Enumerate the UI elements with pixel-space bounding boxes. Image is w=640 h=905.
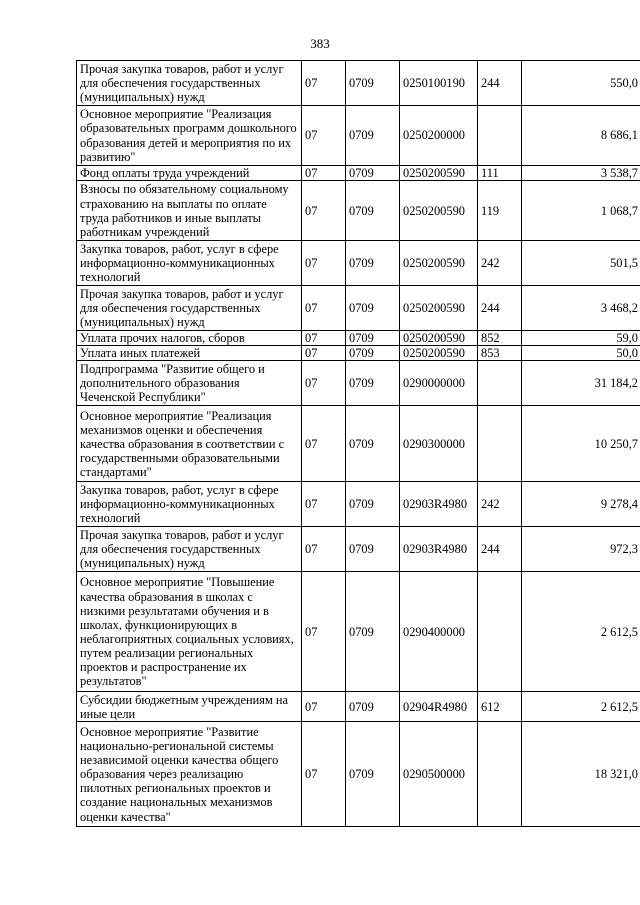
row-expense-type: 612 <box>478 692 522 722</box>
row-amount: 9 278,4 <box>522 482 640 527</box>
row-amount: 31 184,2 <box>522 361 640 406</box>
row-name: Субсидии бюджетным учреждениям на иные цели <box>77 692 302 722</box>
row-amount: 501,5 <box>522 241 640 286</box>
row-name: Закупка товаров, работ, услуг в сфере информационно-коммуникационных технологий <box>77 482 302 527</box>
row-subsection: 0709 <box>346 166 400 181</box>
row-name: Закупка товаров, работ, услуг в сфере информационно-коммуникационных технологий <box>77 241 302 286</box>
row-subsection: 0709 <box>346 241 400 286</box>
row-name: Прочая закупка товаров, работ и услуг для обеспечения государственных (муниципальных) нужд <box>77 527 302 572</box>
row-expense-type: 119 <box>478 181 522 241</box>
table-row <box>77 61 640 106</box>
row-subsection: 0709 <box>346 722 400 827</box>
row-section: 07 <box>302 286 346 331</box>
row-section: 07 <box>302 181 346 241</box>
row-section: 07 <box>302 482 346 527</box>
row-expense-type: 111 <box>478 166 522 181</box>
row-name: Взносы по обязательному социальному страхованию на выплаты по оплате труда работников и иные выплаты работникам учреждений <box>77 181 302 241</box>
row-amount: 10 250,7 <box>522 406 640 482</box>
row-name: Основное мероприятие "Развитие национально-региональной системы независимой оценки качества общего образования через реализацию пилотных региональных проектов и создание национальных механизмов оценки качества" <box>77 722 302 827</box>
row-expense-type: 853 <box>478 346 522 361</box>
row-amount: 59,0 <box>522 331 640 346</box>
row-expense-type <box>478 361 522 406</box>
table-row <box>77 406 640 482</box>
row-section: 07 <box>302 61 346 106</box>
row-section: 07 <box>302 722 346 827</box>
table-row <box>77 692 640 722</box>
row-expense-type: 242 <box>478 482 522 527</box>
table-row <box>77 331 640 346</box>
row-name: Основное мероприятие "Повышение качества образования в школах с низкими результатами обучения и в школах, функционирующих в неблагоприятных социальных условиях, путем реализации региональных проектов и распространение их результатов" <box>77 572 302 692</box>
row-name: Уплата иных платежей <box>77 346 302 361</box>
row-target-code: 0250200590 <box>400 286 478 331</box>
row-target-code: 0250200590 <box>400 166 478 181</box>
row-amount: 3 468,2 <box>522 286 640 331</box>
row-target-code: 0290400000 <box>400 572 478 692</box>
row-section: 07 <box>302 692 346 722</box>
row-target-code: 0250200590 <box>400 331 478 346</box>
row-expense-type <box>478 722 522 827</box>
row-amount: 2 612,5 <box>522 692 640 722</box>
row-subsection: 0709 <box>346 572 400 692</box>
row-subsection: 0709 <box>346 331 400 346</box>
row-section: 07 <box>302 166 346 181</box>
row-subsection: 0709 <box>346 181 400 241</box>
table-row <box>77 346 640 361</box>
table-row <box>77 722 640 827</box>
row-expense-type: 242 <box>478 241 522 286</box>
row-amount: 972,3 <box>522 527 640 572</box>
row-subsection: 0709 <box>346 692 400 722</box>
row-target-code: 02904R4980 <box>400 692 478 722</box>
row-subsection: 0709 <box>346 527 400 572</box>
row-name: Фонд оплаты труда учреждений <box>77 166 302 181</box>
row-amount: 8 686,1 <box>522 106 640 166</box>
row-section: 07 <box>302 241 346 286</box>
row-section: 07 <box>302 361 346 406</box>
table-row <box>77 527 640 572</box>
row-subsection: 0709 <box>346 482 400 527</box>
table-row <box>77 361 640 406</box>
row-expense-type <box>478 572 522 692</box>
row-target-code: 0250100190 <box>400 61 478 106</box>
row-target-code: 0250200590 <box>400 346 478 361</box>
table-row <box>77 106 640 166</box>
row-expense-type: 852 <box>478 331 522 346</box>
row-name: Уплата прочих налогов, сборов <box>77 331 302 346</box>
row-name: Прочая закупка товаров, работ и услуг для обеспечения государственных (муниципальных) нужд <box>77 286 302 331</box>
row-section: 07 <box>302 572 346 692</box>
row-subsection: 0709 <box>346 286 400 331</box>
row-target-code: 02903R4980 <box>400 527 478 572</box>
table-row <box>77 181 640 241</box>
row-expense-type: 244 <box>478 61 522 106</box>
table-row <box>77 241 640 286</box>
row-amount: 3 538,7 <box>522 166 640 181</box>
table-row <box>77 572 640 692</box>
row-expense-type <box>478 106 522 166</box>
row-name: Прочая закупка товаров, работ и услуг для обеспечения государственных (муниципальных) нужд <box>77 61 302 106</box>
row-expense-type <box>478 406 522 482</box>
row-target-code: 0290500000 <box>400 722 478 827</box>
row-section: 07 <box>302 346 346 361</box>
row-subsection: 0709 <box>346 346 400 361</box>
row-section: 07 <box>302 106 346 166</box>
row-expense-type: 244 <box>478 527 522 572</box>
table-row <box>77 286 640 331</box>
row-name: Подпрограмма "Развитие общего и дополнительного образования Чеченской Республики" <box>77 361 302 406</box>
row-target-code: 0250200000 <box>400 106 478 166</box>
row-section: 07 <box>302 331 346 346</box>
row-target-code: 02903R4980 <box>400 482 478 527</box>
row-name: Основное мероприятие "Реализация механизмов оценки и обеспечения качества образования в соответствии с государственными образовательными стандартами" <box>77 406 302 482</box>
row-amount: 18 321,0 <box>522 722 640 827</box>
row-target-code: 0250200590 <box>400 181 478 241</box>
row-name: Основное мероприятие "Реализация образовательных программ дошкольного образования детей и мероприятия по их развитию" <box>77 106 302 166</box>
row-amount: 550,0 <box>522 61 640 106</box>
row-target-code: 0290000000 <box>400 361 478 406</box>
row-amount: 50,0 <box>522 346 640 361</box>
row-subsection: 0709 <box>346 361 400 406</box>
row-target-code: 0290300000 <box>400 406 478 482</box>
table-row <box>77 166 640 181</box>
table-row <box>77 482 640 527</box>
row-target-code: 0250200590 <box>400 241 478 286</box>
row-amount: 1 068,7 <box>522 181 640 241</box>
row-section: 07 <box>302 406 346 482</box>
row-expense-type: 244 <box>478 286 522 331</box>
row-amount: 2 612,5 <box>522 572 640 692</box>
row-subsection: 0709 <box>346 61 400 106</box>
row-subsection: 0709 <box>346 106 400 166</box>
row-section: 07 <box>302 527 346 572</box>
row-subsection: 0709 <box>346 406 400 482</box>
budget-table <box>76 60 640 827</box>
page-number: 383 <box>310 36 330 51</box>
